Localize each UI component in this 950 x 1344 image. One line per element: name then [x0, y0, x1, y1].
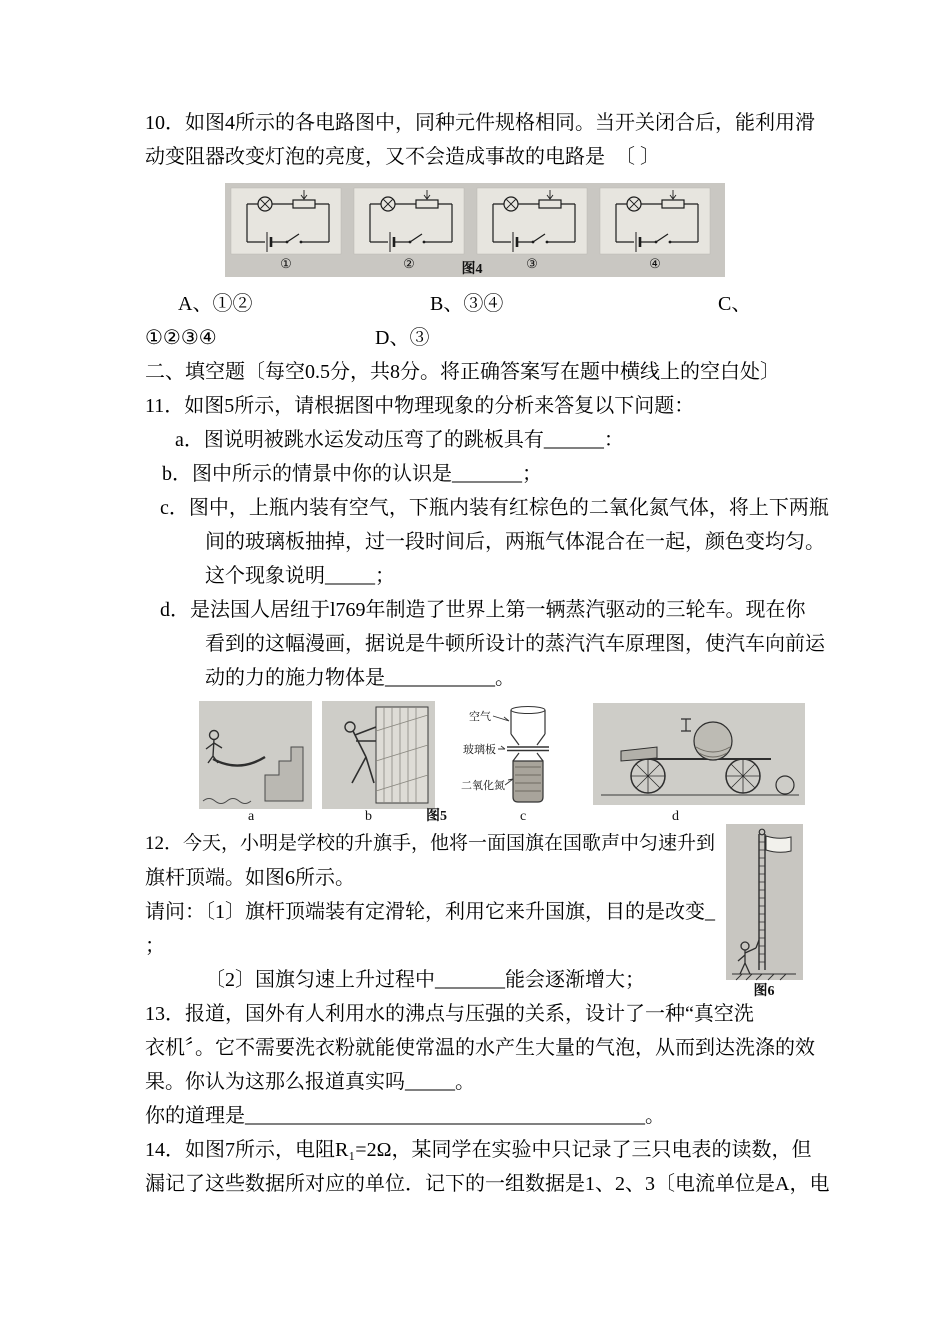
figure6-flagpole-image	[726, 824, 803, 998]
circuit-label-3: ③	[526, 256, 538, 271]
q13-line-2: 衣机〞。它不需要洗衣粉就能使常温的水产生大量的气泡，从而到达洗涤的效	[145, 1037, 815, 1059]
q11-item-d-line-1: d．是法国人居纽于l769年制造了世界上第一辆蒸汽驱动的三轮车。现在你	[160, 599, 806, 621]
circuit-label-2: ②	[403, 256, 415, 271]
scene-a-diver	[199, 701, 312, 809]
q12-line-4: ；	[145, 935, 165, 957]
q12-line-5: 〔2〕国旗匀速上升过程中_______能会逐渐增大；	[205, 969, 645, 991]
label-glass-plate: 玻璃板	[463, 744, 496, 756]
scene-d-steam-cart	[593, 703, 805, 805]
figure4-caption: 图4	[461, 262, 483, 277]
figure-6	[726, 824, 803, 998]
figure5-sublabel-b: b	[365, 809, 372, 823]
q11-intro: 11．如图5所示，请根据图中物理现象的分析来答复以下问题：	[145, 395, 695, 417]
figure4-circuits-image	[225, 183, 725, 277]
q10-line-2: 动变阻器改变灯泡的亮度，又不会造成事故的电路是 〔 〕	[145, 146, 660, 168]
document-content	[145, 106, 830, 1201]
q11-item-d-line-3: 动的力的施力物体是___________。	[205, 667, 515, 689]
figure6-caption: 图6	[753, 984, 775, 998]
q11-item-b: b．图中所示的情景中你的认识是_______；	[162, 463, 542, 485]
q11-item-c-line-3: 这个现象说明_____；	[205, 565, 395, 587]
figure-5	[195, 699, 815, 823]
q10-options-row-2	[145, 321, 815, 355]
figure5-sublabel-a: a	[248, 809, 255, 823]
q13-line-3: 果。你认为这那么报道真实吗_____。	[145, 1071, 475, 1093]
scene-b-pushing-door	[322, 701, 435, 809]
figure5-physics-scenes-image	[195, 699, 815, 823]
figure-4	[225, 183, 725, 277]
section2-title: 二、填空题〔每空0.5分，共8分。将正确答案写在题中横线上的空白处〕	[145, 361, 780, 383]
option-c-continued: ①②③④	[145, 327, 217, 349]
q14-line-2: 漏记了这些数据所对应的单位．记下的一组数据是1、2、3〔电流单位是A，电	[145, 1173, 830, 1195]
q11-item-a: a．图说明被跳水运发动压弯了的跳板具有______：	[175, 429, 624, 451]
q11-item-c-line-1: c．图中，上瓶内装有空气，下瓶内装有红棕色的二氧化氮气体，将上下两瓶	[160, 497, 829, 519]
option-c: C、	[718, 293, 752, 315]
q11-item-c-line-2: 间的玻璃板抽掉，过一段时间后，两瓶气体混合在一起，颜色变均匀。	[205, 531, 825, 553]
q13-line-4: 你的道理是________________________________________。	[145, 1105, 665, 1127]
figure5-sublabel-d: d	[672, 809, 679, 823]
q12-line-1: 12．今天，小明是学校的升旗手，他将一面国旗在国歌声中匀速升到	[145, 833, 716, 854]
q12-line-2: 旗杆顶端。如图6所示。	[145, 867, 355, 889]
circuit-label-1: ①	[280, 256, 292, 271]
label-nitrogen-dioxide: 二氧化氮	[461, 780, 505, 792]
option-a: A、①②	[178, 293, 253, 315]
figure5-caption: 图5	[426, 809, 447, 823]
option-d: D、③	[375, 327, 430, 349]
q10-line-1: 10．如图4所示的各电路图中，同种元件规格相同。当开关闭合后，能利用滑	[145, 112, 815, 134]
q14-line-1: 14．如图7所示，电阻R₁=2Ω，某同学在实验中只记录了三只电表的读数，但	[145, 1139, 812, 1161]
figure5-sublabel-c: c	[520, 809, 527, 823]
label-air: 空气	[469, 711, 491, 723]
q10-options-row-1	[145, 287, 815, 321]
circuit-label-4: ④	[649, 256, 661, 271]
q13-line-1: 13．报道，国外有人利用水的沸点与压强的关系，设计了一种“真空洗	[145, 1003, 754, 1025]
q12-line-3: 请问：〔1〕旗杆顶端装有定滑轮，利用它来升国旗，目的是改变_	[145, 901, 715, 923]
option-b: B、③④	[430, 293, 504, 315]
q11-item-d-line-2: 看到的这幅漫画，据说是牛顿所设计的蒸汽汽车原理图，使汽车向前运	[205, 633, 825, 655]
scene-c-gas-bottles	[461, 707, 549, 803]
